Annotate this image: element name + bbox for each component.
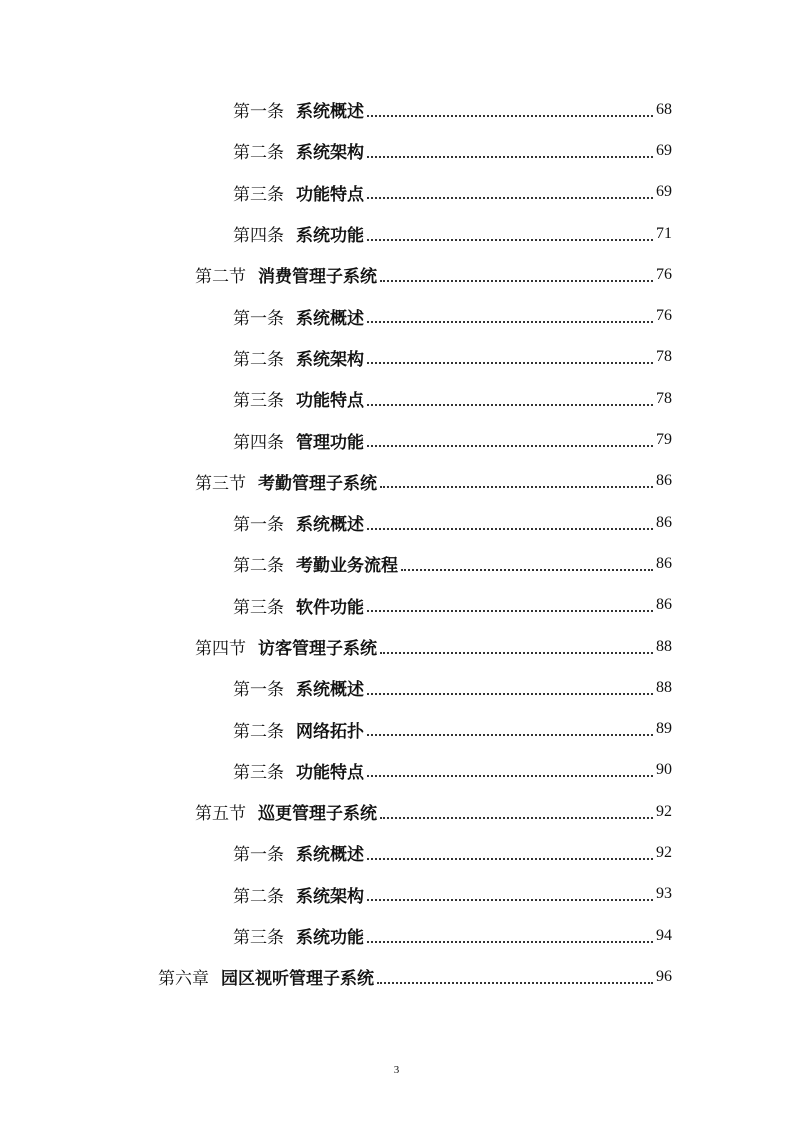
dot-leader	[367, 858, 653, 860]
toc-entry-title: 考勤业务流程	[296, 556, 398, 577]
toc-entry-title: 考勤管理子系统	[258, 473, 377, 494]
toc-entry-number: 第三条	[233, 597, 284, 618]
toc-entry-title: 巡更管理子系统	[258, 804, 377, 825]
toc-entry-number: 第二条	[233, 143, 284, 164]
dot-leader	[367, 115, 653, 117]
toc-entry-number: 第一条	[233, 102, 284, 123]
dot-leader	[401, 569, 653, 571]
toc-entry-number: 第三条	[233, 762, 284, 783]
dot-leader	[367, 197, 653, 199]
toc-entry-article[interactable]	[0, 708, 793, 749]
page-number-footer: 3	[393, 1064, 400, 1076]
toc-entry-article[interactable]	[0, 750, 793, 791]
toc-entry-number: 第二条	[233, 721, 284, 742]
toc-entry-title: 系统功能	[296, 928, 364, 949]
toc-entry-article[interactable]	[0, 915, 793, 956]
toc-entry-page: 86	[656, 596, 672, 614]
toc-entry-title: 系统概述	[296, 845, 364, 866]
toc-entry-title: 系统架构	[296, 143, 364, 164]
toc-entry-title: 网络拓扑	[296, 721, 364, 742]
toc-entry-title: 软件功能	[296, 597, 364, 618]
toc-entry-article[interactable]	[0, 295, 793, 336]
toc-entry-article[interactable]	[0, 419, 793, 460]
toc-entry-article[interactable]	[0, 585, 793, 626]
toc-entry-article[interactable]	[0, 130, 793, 171]
dot-leader	[367, 941, 653, 943]
toc-entry-number: 第一条	[233, 308, 284, 329]
toc-entry-page: 89	[656, 720, 672, 738]
toc-entry-page: 86	[656, 472, 672, 490]
dot-leader	[380, 280, 653, 282]
toc-entry-number: 第三条	[233, 928, 284, 949]
toc-entry-page: 68	[656, 100, 672, 118]
dot-leader	[367, 321, 653, 323]
toc-entry-section[interactable]	[0, 254, 793, 295]
toc-entry-title: 功能特点	[296, 184, 364, 205]
toc-entry-page: 71	[656, 224, 672, 242]
dot-leader	[367, 775, 653, 777]
toc-entry-article[interactable]	[0, 172, 793, 213]
toc-entry-title: 系统功能	[296, 226, 364, 247]
toc-entry-number: 第三节	[195, 473, 246, 494]
toc-entry-section[interactable]	[0, 461, 793, 502]
toc-entry-section[interactable]	[0, 626, 793, 667]
dot-leader	[367, 362, 653, 364]
toc-entry-page: 79	[656, 431, 672, 449]
toc-entry-article[interactable]	[0, 667, 793, 708]
toc-entry-page: 92	[656, 802, 672, 820]
dot-leader	[380, 652, 653, 654]
toc-entry-number: 第三条	[233, 184, 284, 205]
toc-entry-title: 系统概述	[296, 515, 364, 536]
dot-leader	[367, 445, 653, 447]
toc-entry-page: 94	[656, 926, 672, 944]
toc-entry-number: 第二节	[195, 267, 246, 288]
toc-entry-title: 功能特点	[296, 391, 364, 412]
dot-leader	[367, 899, 653, 901]
toc-entry-title: 管理功能	[296, 432, 364, 453]
toc-entry-page: 88	[656, 678, 672, 696]
toc-entry-number: 第五节	[195, 804, 246, 825]
toc-entry-title: 功能特点	[296, 762, 364, 783]
toc-entry-title: 访客管理子系统	[258, 639, 377, 659]
toc-entry-title: 系统架构	[296, 886, 364, 907]
toc-entry-chapter[interactable]	[0, 956, 793, 997]
toc-entry-page: 76	[656, 265, 672, 283]
toc-entry-article[interactable]	[0, 337, 793, 378]
toc-entry-article[interactable]	[0, 543, 793, 584]
toc-entry-page: 88	[656, 637, 672, 655]
toc-entry-page: 76	[656, 307, 672, 325]
toc-entry-number: 第六章	[158, 969, 209, 990]
toc-entry-page: 96	[656, 967, 672, 985]
dot-leader	[377, 982, 653, 984]
toc-entry-page: 90	[656, 761, 672, 779]
toc-entry-page: 93	[656, 885, 672, 903]
toc-entry-article[interactable]	[0, 874, 793, 915]
toc-entry-title: 园区视听管理子系统	[221, 969, 374, 990]
toc-entry-number: 第四条	[233, 226, 284, 247]
toc-entry-page: 92	[656, 843, 672, 861]
dot-leader	[380, 817, 653, 819]
toc-entry-section[interactable]	[0, 791, 793, 832]
dot-leader	[367, 734, 653, 736]
dot-leader	[367, 156, 653, 158]
toc-entry-title: 系统概述	[296, 680, 364, 701]
toc-entry-number: 第一条	[233, 515, 284, 536]
toc-entry-number: 第四节	[195, 639, 246, 659]
toc-entry-article[interactable]	[0, 89, 793, 130]
dot-leader	[380, 486, 653, 488]
toc-entry-number: 第三条	[233, 391, 284, 412]
toc-entry-article[interactable]	[0, 502, 793, 543]
toc-entry-number: 第一条	[233, 845, 284, 866]
toc-entry-number: 第四条	[233, 432, 284, 453]
toc-entry-page: 78	[656, 348, 672, 366]
dot-leader	[367, 528, 653, 530]
toc-entry-number: 第二条	[233, 349, 284, 370]
toc-entry-article[interactable]	[0, 213, 793, 254]
toc-entry-title: 消费管理子系统	[258, 267, 377, 288]
toc-entry-title: 系统架构	[296, 349, 364, 370]
toc-entry-title: 系统概述	[296, 308, 364, 329]
table-of-contents	[0, 89, 793, 998]
toc-entry-title: 系统概述	[296, 102, 364, 123]
toc-entry-number: 第一条	[233, 680, 284, 701]
toc-entry-article[interactable]	[0, 832, 793, 873]
toc-entry-page: 78	[656, 389, 672, 407]
toc-entry-number: 第二条	[233, 886, 284, 907]
dot-leader	[367, 610, 653, 612]
toc-entry-page: 86	[656, 513, 672, 531]
toc-entry-page: 69	[656, 141, 672, 159]
toc-entry-number: 第二条	[233, 556, 284, 577]
toc-entry-page: 86	[656, 554, 672, 572]
toc-entry-page: 69	[656, 183, 672, 201]
dot-leader	[367, 693, 653, 695]
dot-leader	[367, 404, 653, 406]
dot-leader	[367, 239, 653, 241]
toc-entry-article[interactable]	[0, 378, 793, 419]
